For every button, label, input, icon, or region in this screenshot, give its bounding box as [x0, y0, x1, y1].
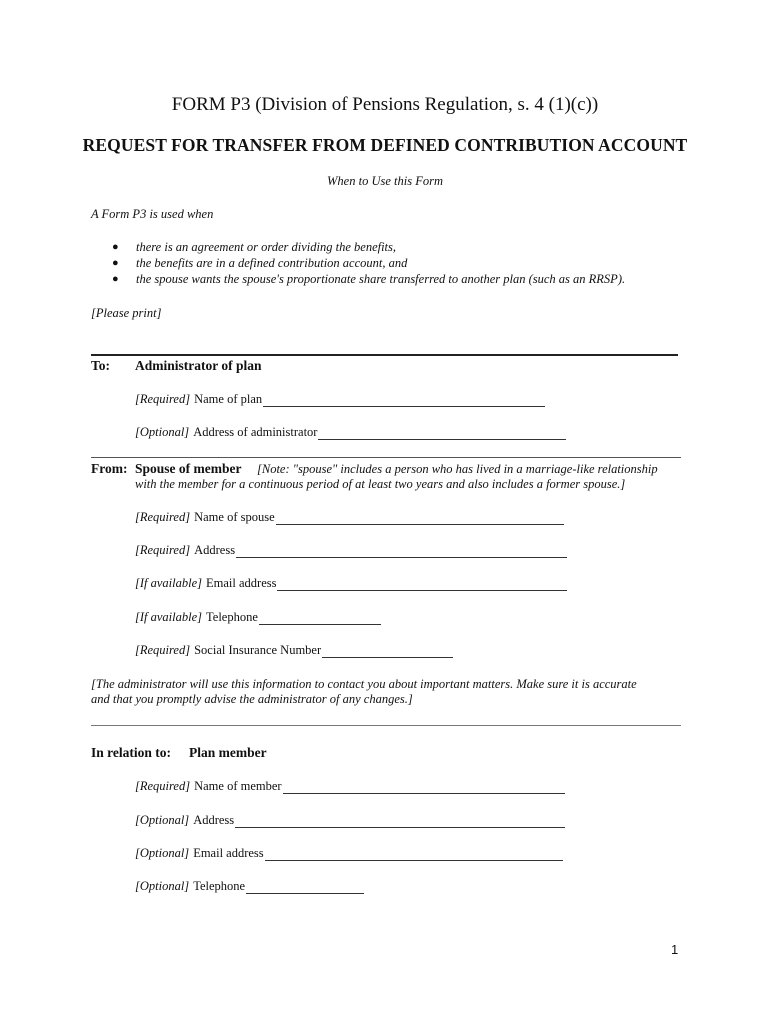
- field-label: Email address: [206, 576, 277, 590]
- page-number: 1: [671, 942, 679, 957]
- member-telephone-input[interactable]: [246, 882, 364, 894]
- relation-title: Plan member: [189, 745, 267, 760]
- field-label: Telephone: [206, 610, 258, 624]
- field-requirement: [Required]: [135, 643, 191, 657]
- member-address-input[interactable]: [235, 816, 565, 828]
- contact-notice-line2: and that you promptly advise the administrator of any changes.]: [91, 692, 413, 706]
- member-address-field[interactable]: [135, 813, 565, 828]
- section-divider: [91, 457, 681, 458]
- spouse-note-line1: [Note: "spouse" includes a person who has lived in a marriage-like relationship: [257, 462, 658, 476]
- spouse-email-field[interactable]: [135, 576, 567, 591]
- section-divider: [91, 354, 678, 356]
- spouse-sin-input[interactable]: [322, 646, 453, 658]
- field-requirement: [Optional]: [135, 879, 190, 893]
- intro-lead: A Form P3 is used when: [91, 207, 214, 221]
- bullet-icon: ●: [112, 257, 119, 269]
- field-label: Address: [193, 813, 235, 827]
- bullet-text: the benefits are in a defined contribution account, and: [136, 256, 408, 270]
- field-label: Address of administrator: [193, 425, 318, 439]
- spouse-email-input[interactable]: [277, 579, 567, 591]
- field-requirement: [Optional]: [135, 813, 190, 827]
- administrator-address-input[interactable]: [318, 428, 566, 440]
- please-print-note: [Please print]: [91, 306, 162, 320]
- field-requirement: [If available]: [135, 576, 203, 590]
- bullet-text: the spouse wants the spouse's proportionate share transferred to another plan (such as an RRSP).: [136, 272, 626, 286]
- bullet-icon: ●: [112, 241, 119, 253]
- when-heading: When to Use this Form: [327, 174, 443, 188]
- field-requirement: [If available]: [135, 610, 203, 624]
- spouse-name-input[interactable]: [276, 513, 564, 525]
- field-label: Name of member: [194, 779, 282, 793]
- field-requirement: [Optional]: [135, 425, 190, 439]
- field-label: Telephone: [193, 879, 246, 893]
- spouse-telephone-input[interactable]: [259, 613, 381, 625]
- field-requirement: [Required]: [135, 510, 191, 524]
- member-email-input[interactable]: [265, 849, 563, 861]
- spouse-telephone-field[interactable]: [135, 610, 381, 625]
- page-title: REQUEST FOR TRANSFER FROM DEFINED CONTRIBUTION ACCOUNT: [82, 135, 688, 155]
- spouse-name-field[interactable]: [135, 510, 564, 525]
- spouse-address-input[interactable]: [236, 546, 567, 558]
- field-label: Name of plan: [194, 392, 263, 406]
- section-divider: [91, 725, 681, 726]
- member-name-input[interactable]: [283, 782, 565, 794]
- member-name-field[interactable]: [135, 779, 565, 794]
- spouse-sin-field[interactable]: [135, 643, 453, 658]
- to-label: To:: [91, 358, 111, 373]
- contact-notice-line1: [The administrator will use this information to contact you about important matters. Make sure it is accurate: [91, 677, 637, 691]
- field-label: Email address: [193, 846, 264, 860]
- field-label: Name of spouse: [194, 510, 275, 524]
- field-requirement: [Required]: [135, 543, 191, 557]
- plan-name-field[interactable]: [135, 392, 545, 407]
- field-label: Address: [194, 543, 236, 557]
- to-title: Administrator of plan: [135, 358, 262, 373]
- form-title: FORM P3 (Division of Pensions Regulation, s. 4 (1)(c)): [171, 94, 599, 115]
- from-label: From:: [91, 461, 128, 476]
- plan-name-input[interactable]: [263, 395, 545, 407]
- bullet-icon: ●: [112, 273, 119, 285]
- spouse-note-line2: with the member for a continuous period of at least two years and also includes a former spouse.]: [135, 477, 626, 491]
- member-email-field[interactable]: [135, 846, 563, 861]
- from-title: Spouse of member: [135, 461, 242, 476]
- administrator-address-field[interactable]: [135, 425, 566, 440]
- field-requirement: [Optional]: [135, 846, 190, 860]
- field-requirement: [Required]: [135, 779, 191, 793]
- field-requirement: [Required]: [135, 392, 191, 406]
- relation-label: In relation to:: [91, 745, 171, 760]
- member-telephone-field[interactable]: [135, 879, 364, 894]
- spouse-address-field[interactable]: [135, 543, 567, 558]
- bullet-text: there is an agreement or order dividing the benefits,: [136, 240, 397, 254]
- field-label: Social Insurance Number: [194, 643, 322, 657]
